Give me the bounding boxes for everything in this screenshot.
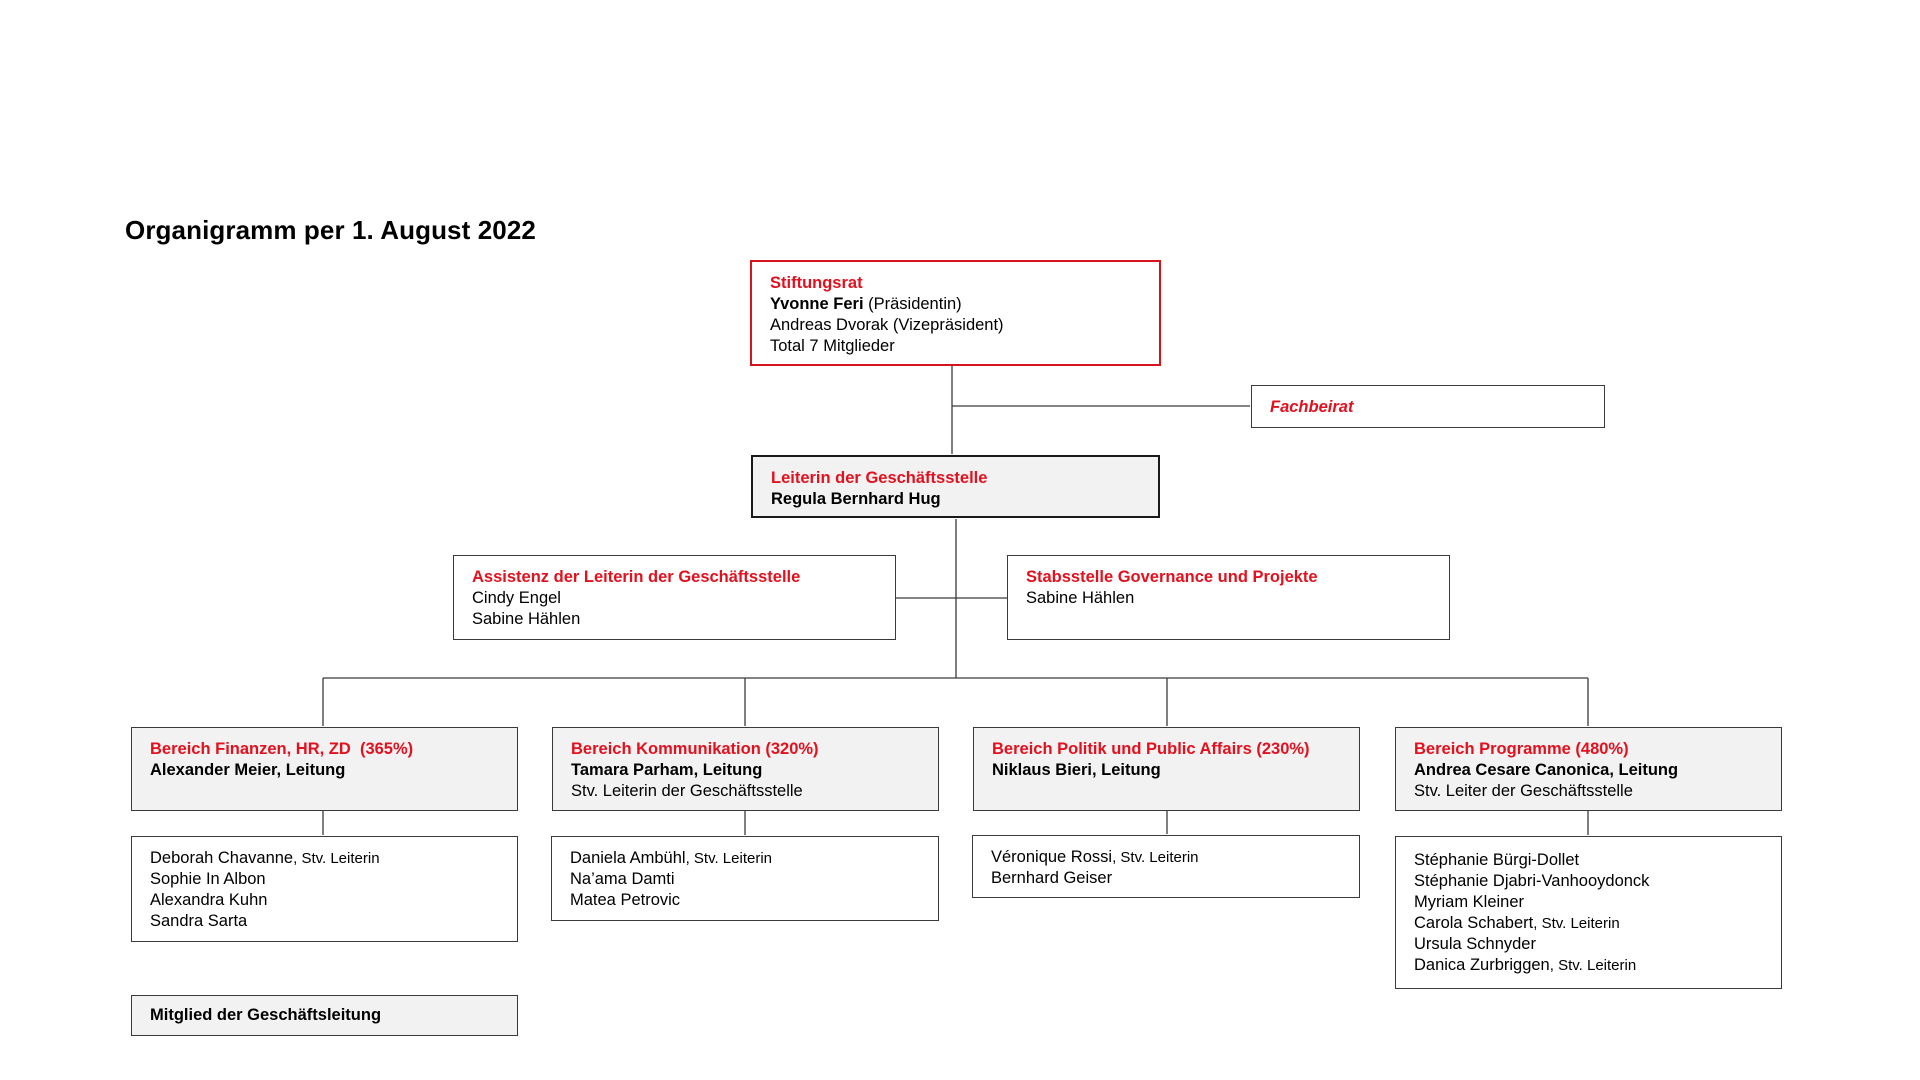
leitung-box: [751, 455, 1160, 518]
fachbeirat-heading: Fachbeirat: [1270, 398, 1354, 416]
legend-box: [131, 995, 518, 1036]
bereich-heading: Bereich Finanzen, HR, ZD (365%): [150, 740, 414, 758]
member-role: , Stv. Leiterin: [1112, 849, 1199, 866]
assistenz-heading: Assistenz der Leiterin der Geschäftsstelle: [472, 568, 801, 586]
stabsstelle-member: Sabine Hählen: [1026, 589, 1135, 607]
member-name: Danica Zurbriggen: [1414, 956, 1550, 974]
bereich-finanzen-box: [131, 727, 518, 811]
member-role: , Stv. Leiterin: [1533, 915, 1620, 932]
bereich-politik-box: [973, 727, 1360, 811]
bereich-sub: Stv. Leiterin der Geschäftsstelle: [571, 782, 803, 800]
team-member: Sandra Sarta: [150, 912, 248, 930]
bereich-programme-box: [1395, 727, 1782, 811]
stabsstelle-box: [1007, 555, 1450, 640]
bereich-lead: Tamara Parham, Leitung: [571, 761, 763, 779]
team-member: Myriam Kleiner: [1414, 893, 1525, 911]
stiftungsrat-heading: Stiftungsrat: [770, 274, 863, 292]
member-name: Carola Schabert: [1414, 914, 1534, 932]
bereich-sub: Stv. Leiter der Geschäftsstelle: [1414, 782, 1633, 800]
bereich-heading: Bereich Programme (480%): [1414, 740, 1629, 758]
team-member: Matea Petrovic: [570, 891, 681, 909]
team-politik-box: [972, 835, 1360, 898]
team-member: [150, 848, 517, 869]
bereich-lead: Niklaus Bieri, Leitung: [992, 761, 1161, 779]
member-role: , Stv. Leiterin: [293, 850, 380, 867]
assistenz-member: Cindy Engel: [472, 589, 561, 607]
leitung-name: Regula Bernhard Hug: [771, 490, 941, 508]
team-member: Bernhard Geiser: [991, 869, 1113, 887]
team-member: Ursula Schnyder: [1414, 935, 1536, 953]
fachbeirat-box: [1251, 385, 1605, 428]
page-title: Organigramm per 1. August 2022: [125, 215, 536, 245]
bereich-lead: Andrea Cesare Canonica, Leitung: [1414, 761, 1679, 779]
member-name: Deborah Chavanne: [150, 849, 294, 867]
stiftungsrat-president: [770, 294, 1159, 315]
team-member: Alexandra Kuhn: [150, 891, 268, 909]
bereich-heading: Bereich Politik und Public Affairs (230%): [992, 740, 1310, 758]
member-name: Véronique Rossi: [991, 848, 1113, 866]
member-role: , Stv. Leiterin: [1549, 957, 1637, 974]
president-name: Yvonne Feri: [770, 295, 864, 313]
team-member: [1414, 913, 1781, 934]
team-kommunikation-box: [551, 836, 939, 921]
member-name: Daniela Ambühl: [570, 849, 686, 867]
stabsstelle-heading: Stabsstelle Governance und Projekte: [1026, 568, 1318, 586]
team-member: Sophie In Albon: [150, 870, 266, 888]
legend-label: Mitglied der Geschäftsleitung: [150, 1006, 382, 1024]
assistenz-box: [453, 555, 896, 640]
team-programme-box: [1395, 836, 1782, 989]
bereich-heading: Bereich Kommunikation (320%): [571, 740, 819, 758]
bereich-lead: Alexander Meier, Leitung: [150, 761, 346, 779]
team-member: Stéphanie Bürgi-Dollet: [1414, 851, 1580, 869]
leitung-heading: Leiterin der Geschäftsstelle: [771, 469, 988, 487]
team-finanzen-box: [131, 836, 518, 942]
team-member: Stéphanie Djabri-Vanhooydonck: [1414, 872, 1650, 890]
team-member: [991, 847, 1359, 868]
team-member: [1414, 955, 1781, 976]
stiftungsrat-vice: Andreas Dvorak (Vizepräsident): [770, 316, 1004, 334]
member-role: , Stv. Leiterin: [685, 850, 773, 867]
assistenz-member: Sabine Hählen: [472, 610, 581, 628]
bereich-kommunikation-box: [552, 727, 939, 811]
president-role: (Präsidentin): [863, 295, 962, 313]
team-member: Na’ama Damti: [570, 870, 675, 888]
stiftungsrat-total: Total 7 Mitglieder: [770, 337, 895, 355]
team-member: [570, 848, 938, 869]
stiftungsrat-box: [750, 260, 1161, 366]
